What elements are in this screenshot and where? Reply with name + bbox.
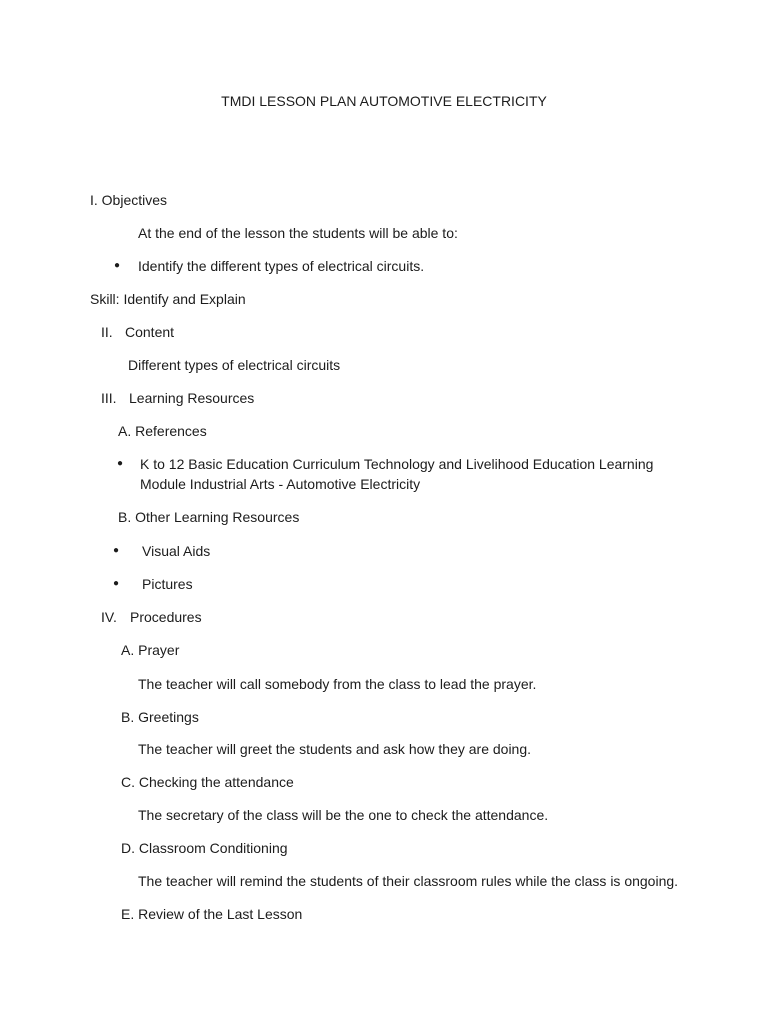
procedures-numeral: IV.	[101, 609, 117, 625]
skill-line: Skill: Identify and Explain	[90, 291, 246, 307]
objectives-intro: At the end of the lesson the students will be able to:	[138, 225, 458, 241]
objective-bullet-text: Identify the different types of electrical circuits.	[138, 258, 425, 274]
procedure-heading-conditioning: D. Classroom Conditioning	[121, 840, 288, 856]
procedure-heading-attendance: C. Checking the attendance	[121, 774, 294, 790]
other-resource-item: Visual Aids	[142, 543, 211, 559]
content-heading: Content	[125, 324, 175, 340]
bullet-icon: ●	[117, 458, 124, 469]
reference-bullet-line-1: K to 12 Basic Education Curriculum Technology and Livelihood Education Learning	[140, 456, 654, 472]
procedure-heading-review: E. Review of the Last Lesson	[121, 906, 303, 922]
reference-bullet-line-2: Module Industrial Arts - Automotive Electricity	[140, 476, 421, 492]
bullet-icon: ●	[113, 578, 120, 589]
procedures-heading: Procedures	[130, 609, 202, 625]
procedure-text-attendance: The secretary of the class will be the one to check the attendance.	[138, 807, 549, 823]
procedure-heading-greetings: B. Greetings	[121, 709, 199, 725]
content-text: Different types of electrical circuits	[128, 357, 341, 373]
procedure-text-conditioning: The teacher will remind the students of their classroom rules while the class is ongoing.	[138, 873, 679, 889]
bullet-icon: ●	[114, 260, 121, 271]
content-numeral: II.	[101, 324, 113, 340]
objectives-heading: I. Objectives	[90, 192, 168, 208]
bullet-icon: ●	[113, 545, 120, 556]
procedure-text-prayer: The teacher will call somebody from the class to lead the prayer.	[138, 676, 537, 692]
procedure-heading-prayer: A. Prayer	[121, 642, 180, 658]
references-heading: A. References	[118, 423, 207, 439]
procedure-text-greetings: The teacher will greet the students and ask how they are doing.	[138, 741, 532, 757]
resources-heading: Learning Resources	[129, 390, 255, 406]
other-resource-item: Pictures	[142, 576, 193, 592]
other-resources-heading: B. Other Learning Resources	[118, 509, 300, 525]
document-title: TMDI LESSON PLAN AUTOMOTIVE ELECTRICITY	[221, 93, 547, 109]
resources-numeral: III.	[101, 390, 117, 406]
